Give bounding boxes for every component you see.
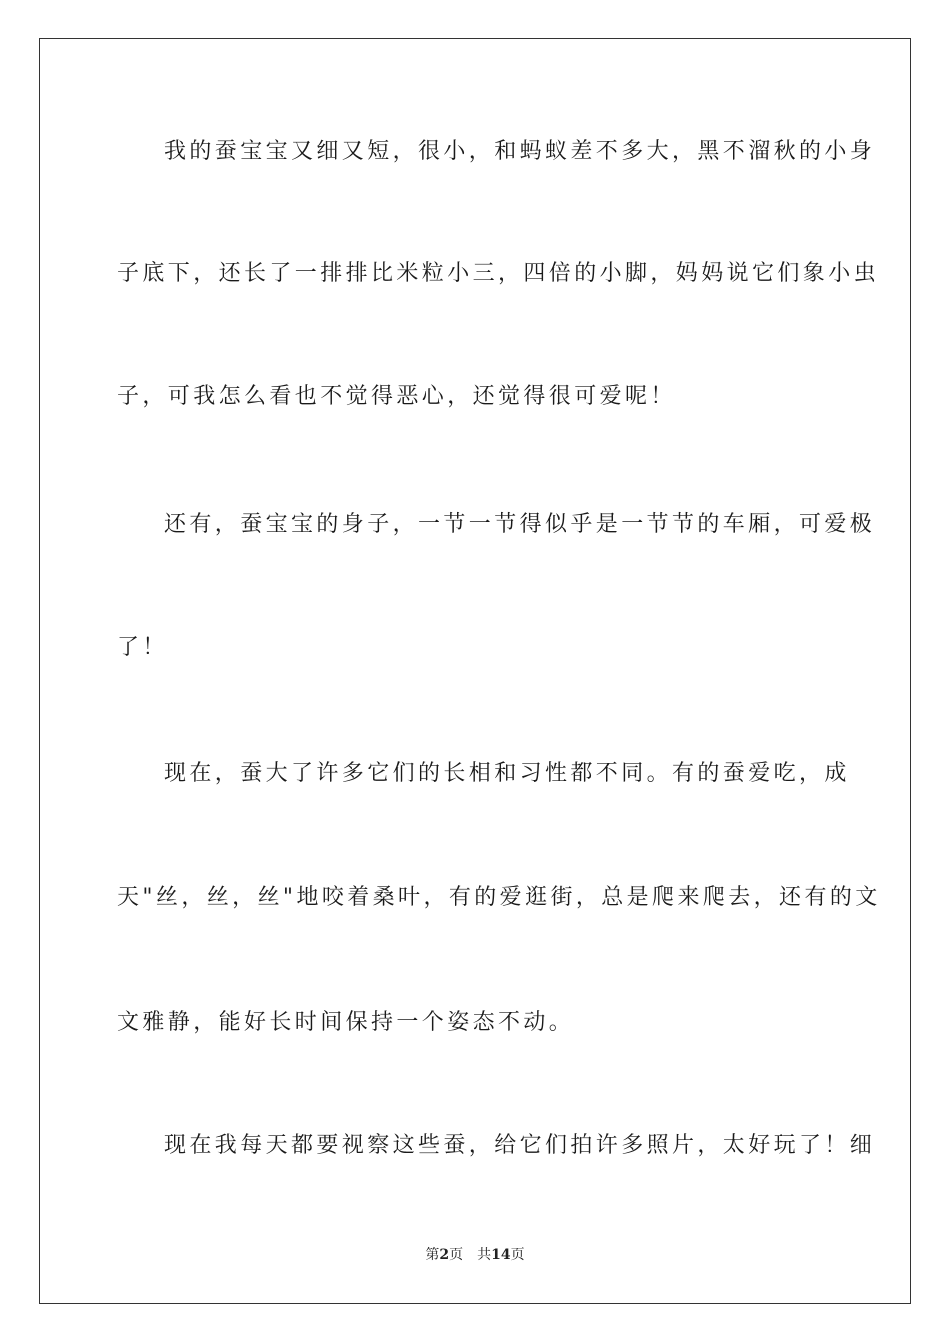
total-suffix: 页 bbox=[510, 1247, 525, 1263]
text-line: 子底下，还长了一排排比米粒小三，四倍的小脚，妈妈说它们象小虫 bbox=[117, 261, 880, 286]
page-border bbox=[39, 38, 911, 1304]
text-line: 还有，蚕宝宝的身子，一节一节得似乎是一节节的车厢，可爱极 bbox=[164, 512, 876, 537]
page-suffix: 页 bbox=[449, 1247, 464, 1263]
text-line: 文雅静，能好长时间保持一个姿态不动。 bbox=[117, 1010, 575, 1035]
total-prefix: 共 bbox=[477, 1247, 492, 1263]
text-line: 现在我每天都要视察这些蚕，给它们拍许多照片，太好玩了！细 bbox=[164, 1133, 876, 1158]
page-footer bbox=[0, 1246, 950, 1264]
page-prefix: 第 bbox=[425, 1247, 440, 1263]
total-pages: 14 bbox=[491, 1247, 511, 1263]
text-line: 了！ bbox=[117, 635, 168, 660]
text-line: 我的蚕宝宝又细又短，很小，和蚂蚁差不多大，黑不溜秋的小身 bbox=[164, 139, 876, 164]
text-line: 天"丝，丝，丝"地咬着桑叶，有的爱逛街，总是爬来爬去，还有的文 bbox=[117, 885, 881, 910]
text-line: 子，可我怎么看也不觉得恶心，还觉得很可爱呢！ bbox=[117, 384, 676, 409]
text-line: 现在，蚕大了许多它们的长相和习性都不同。有的蚕爱吃，成 bbox=[164, 761, 850, 786]
page-number: 2 bbox=[439, 1247, 450, 1263]
